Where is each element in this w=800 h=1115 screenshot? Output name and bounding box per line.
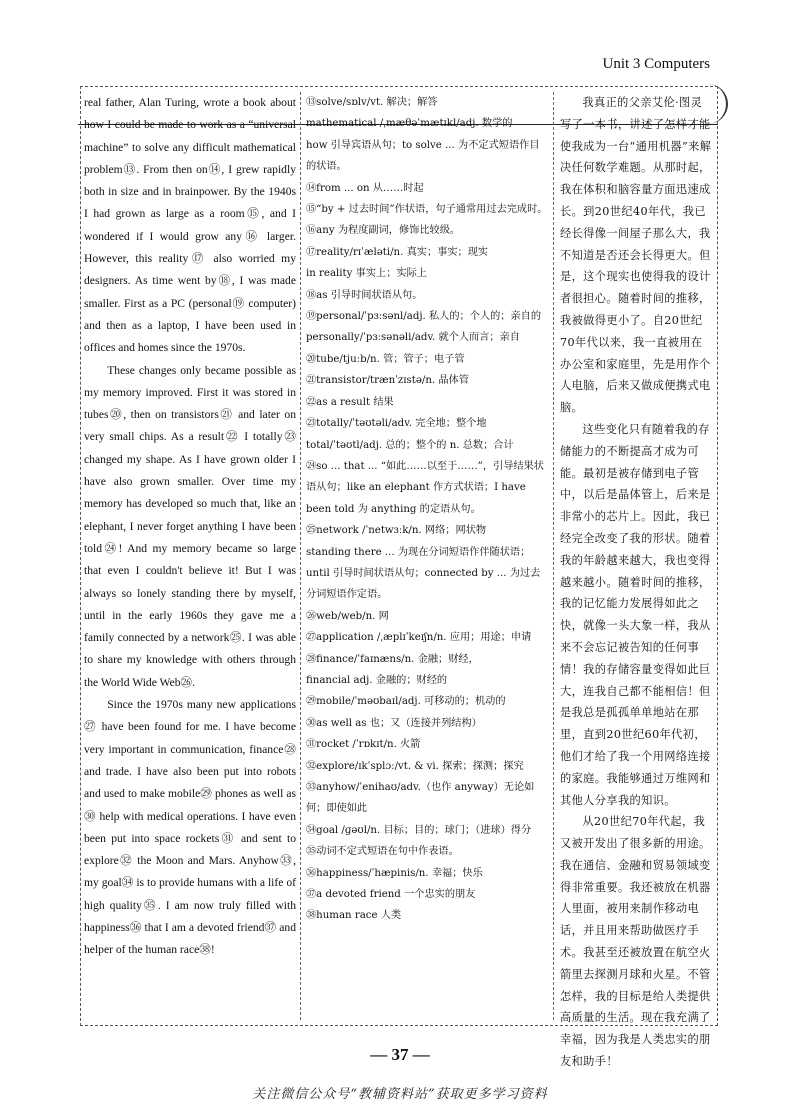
- passage-paragraph: Since the 1970s many new applications㉗ have been found for me. I have become very important in communication, finance㉘ and trade. I have also been put into robots and used to make mobile㉙ phones as well as㉚ help with medical operations. I have even been put into space rockets㉛ and sent to explore㉜ the Moon and Mars. Anyhow㉝, my goal㉞ is to provide humans with a life of high quality㉟. I am now truly filled with happiness㊱ that I am a devoted friend㊲ and helper of the human race㊳!: [84, 698, 296, 957]
- note-item: personally/ˈpɜːsənəli/adv. 就个人而言；亲自: [306, 332, 520, 344]
- note-item: ㉚as well as 也；又（连接并列结构）: [306, 717, 482, 729]
- note-item: ㉙mobile/ˈməʊbaɪl/adj. 可移动的；机动的: [306, 696, 506, 708]
- note-item: ㉝anyhow/ˈenihaʊ/adv.（也作 anyway）无论如何；即使如此: [306, 782, 535, 815]
- note-item: mathematical /ˌmæθəˈmætɪkl/adj. 数学的: [306, 118, 513, 130]
- note-item: ㉗application /ˌæplɪˈkeɪʃn/n. 应用；用途；申请: [306, 632, 532, 644]
- footer-note: 关注微信公众号“教辅资料站”获取更多学习资料: [252, 1087, 548, 1102]
- note-item: ⑭from ... on 从……时起: [306, 182, 424, 194]
- note-item: financial adj. 金融的；财经的: [306, 674, 448, 686]
- note-item: ㊳human race 人类: [306, 910, 402, 922]
- note-item: ㉟动词不定式短语在句中作表语。: [306, 846, 459, 858]
- note-item: total/ˈtəʊtl/adj. 总的；整个的 n. 总数；合计: [306, 439, 514, 451]
- column-divider: [553, 92, 554, 1020]
- note-item: ⑮“by + 过去时间”作状语，句子通常用过去完成时。: [306, 204, 548, 216]
- note-item: ⑯any 为程度副词，修饰比较级。: [306, 225, 461, 237]
- note-item: in reality 事实上；实际上: [306, 268, 427, 280]
- translation-paragraph: 从20世纪70年代起，我又被开发出了很多新的用途。我在通信、金融和贸易领域变得非常重要。我还被放在机器人里面，被用来制作移动电话，并且用来帮助做医疗手术。我甚至还被放置在航空火箭里去探测月球和火星。不管怎样，我的目标是给人类提供高质量的生活。现在我充满了幸福，因为我是人类忠实的朋友和助手！: [560, 815, 711, 1069]
- note-item: ㉑transistor/trænˈzɪstə/n. 晶体管: [306, 375, 469, 387]
- page-number: — 37 —: [370, 1045, 430, 1064]
- english-passage-column: [84, 92, 296, 1022]
- note-item: ㉛rocket /ˈrɒkɪt/n. 火箭: [306, 739, 421, 751]
- unit-title: Unit 3 Computers: [602, 56, 710, 72]
- note-item: how 引导宾语从句；to solve ... 为不定式短语作目的状语。: [306, 139, 540, 173]
- note-item: ㊲a devoted friend 一个忠实的朋友: [306, 889, 476, 901]
- note-item: ⑬solve/sɒlv/vt. 解决；解答: [306, 97, 438, 108]
- vocabulary-notes-column: [306, 92, 549, 1022]
- translation-paragraph: 我真正的父亲艾伦·图灵写了一本书，讲述了怎样才能使我成为一台“通用机器”来解决任何数学难题。从那时起，我在体积和脑容量方面迅速成长。到20世纪40年代，我已经长得像一间屋子那么大，我不知道是否还会长得更大。但是，这个现实也使得我的设计者很担心。随着时间的推移，我被做得更小了。自20世纪70年代以来，我一直被用在办公室和家庭里，先是用作个人电脑，后来又做成便携式电脑。: [560, 96, 712, 415]
- column-divider: [300, 92, 301, 1020]
- note-item: ⑰reality/rɪˈæləti/n. 真实；事实；现实: [306, 246, 489, 258]
- note-item: ㉞goal /ɡəʊl/n. 目标；目的；球门；（进球）得分: [306, 824, 532, 836]
- note-item: ㉖web/web/n. 网: [306, 610, 389, 622]
- passage-paragraph: These changes only became possible as my memory improved. First it was stored in tubes⑳, then on transistors㉑ and later on very small chips. As a result㉒ I totally㉓ changed my shape. As I have grown older I have also grown smaller. Over time my memory has developed so much that, like an elephant, I never forget anything I have been told㉔! And my memory became so large that even I couldn't believe it! But I was always so lonely standing there by myself, until in the early 1960s they gave me a family connected by a network㉕. I was able to share my knowledge with others through the World Wide Web㉖.: [84, 363, 296, 689]
- page-header: [0, 48, 800, 78]
- note-item: ⑳tube/tjuːb/n. 管；管子；电子管: [306, 353, 465, 365]
- translation-paragraph: 这些变化只有随着我的存储能力的不断提高才成为可能。最初是被存储到电子管中，以后是晶体管上，后来是非常小的芯片上。因此，我已经完全改变了我的形状。随着我的年龄越来越大，我也变得越来越小。随着时间的推移，我的记忆能力发展得如此之快，就像一头大象一样，我从来不会忘记被告知的任何事情！我的存储容量变得如此巨大，连我自己都不能相信！但是我总是孤孤单单地站在那里，直到20世纪60年代初，他们才给了我一个用网络连接的家庭。我能够通过万维网和其他人分享我的知识。: [560, 422, 711, 807]
- note-item: standing there ... 为现在分词短语作伴随状语；until 引导时间状语从句；connected by ... 为过去分词短语作定语。: [306, 546, 541, 601]
- note-item: ㉜explore/ɪkˈsplɔː/vt. & vi. 探索；探测；探究: [306, 760, 524, 772]
- note-item: ㉒as a result 结果: [306, 396, 394, 408]
- chinese-translation-column: [560, 92, 712, 1069]
- note-item: ㉓totally/ˈtəʊtəli/adv. 完全地；整个地: [306, 418, 487, 430]
- note-item: ㊱happiness/ˈhæpinis/n. 幸福；快乐: [306, 867, 483, 879]
- note-item: ⑱as 引导时间状语从句。: [306, 289, 423, 301]
- passage-paragraph: real father, Alan Turing, wrote a book about how I could be made to work as a “universal machine” to solve any difficult mathematical problem⑬. From then on⑭, I grew rapidly both in size and in brainpower. By the 1940s I had grown as large as a room⑮, and I wondered if I would grow any⑯ larger. However, this reality⑰ also worried my designers. As time went by⑱, I was made smaller. First as a PC (personal⑲ computer) and then as a laptop, I have been used in offices and homes since the 1970s.: [84, 96, 296, 355]
- note-item: ㉔so ... that ... “如此……以至于……”，引导结果状语从句；like an elephant 作方式状语；I have been told 为 anything 的定语从句。: [306, 460, 544, 515]
- note-item: ㉘finance/ˈfaɪnæns/n. 金融；财经，: [306, 653, 479, 665]
- note-item: ⑲personal/ˈpɜːsənl/adj. 私人的；个人的；亲自的: [306, 311, 542, 323]
- note-item: ㉕network /ˈnetwɜːk/n. 网络；网状物: [306, 525, 487, 537]
